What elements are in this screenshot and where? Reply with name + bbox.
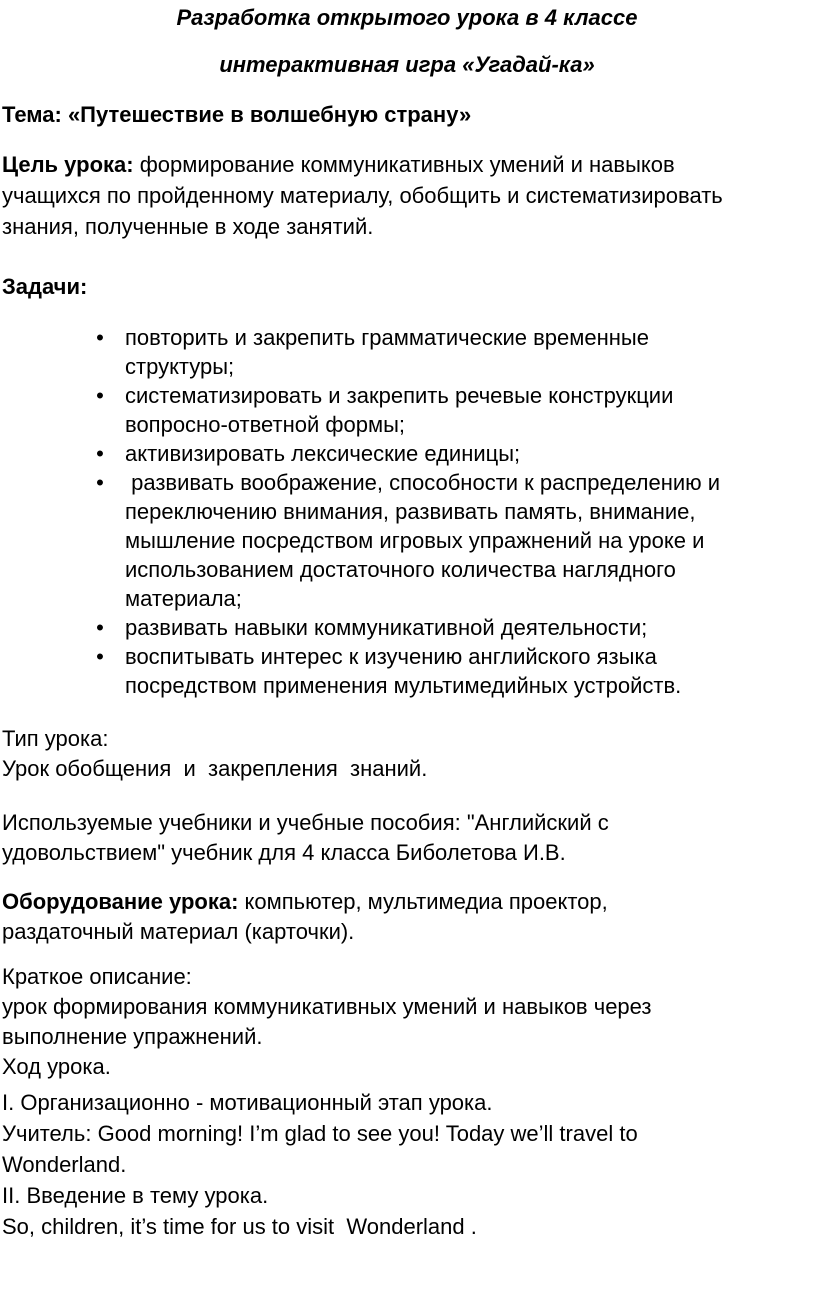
equipment-line-1: компьютер, мультимедиа проектор, [238,889,608,914]
bullet-icon: • [96,383,104,408]
doc-title: Разработка открытого урока в 4 классе [176,5,638,30]
bullet-icon: • [96,441,104,466]
list-item: • воспитывать интерес к изучению английского языка посредством применения мультимедийных устройств. [0,642,800,700]
equipment [2,887,812,947]
goal-line-1: формирование коммуникативных умений и навыков [133,152,675,177]
lesson-theme: Тема: «Путешествие в волшебную страну» [2,102,472,127]
bullet-icon: • [96,615,104,640]
stage-1: I. Организационно - мотивационный этап урока. [2,1090,493,1115]
goal-label: Цель урока: [2,152,134,177]
textbooks-line-1: Используемые учебники и учебные пособия: "Английский с [2,810,609,835]
lesson-goal [2,149,812,242]
final-line: So, children, it’s time for us to visit Wonderland . [2,1214,477,1239]
bullet-icon: • [96,644,104,669]
equipment-line-2: раздаточный материал (карточки). [2,919,355,944]
course-label: Ход урока. [2,1054,111,1079]
lesson-type [2,724,812,784]
goal-line-3: знания, полученные в ходе занятий. [2,214,374,239]
teacher-line-2: Wonderland. [2,1152,127,1177]
goal-line-2: учащихся по пройденному материалу, обобщить и систематизировать [2,183,723,208]
teacher-line-1: Учитель: Good morning! I’m glad to see you! Today we’ll travel to [2,1121,638,1146]
list-item: • активизировать лексические единицы; [0,439,800,468]
course-section [2,1087,812,1242]
textbooks [2,808,812,868]
tasks-label: Задачи: [2,274,88,299]
description-line-2: выполнение упражнений. [2,1024,263,1049]
tasks-list [0,323,800,700]
stage-2: II. Введение в тему урока. [2,1183,269,1208]
list-item: • систематизировать и закрепить речевые конструкции вопросно-ответной формы; [0,381,800,439]
bullet-icon: • [96,470,104,495]
list-item: • повторить и закрепить грамматические временные структуры; [0,323,800,381]
bullet-icon: • [96,325,104,350]
description [2,962,812,1082]
list-item: • развивать навыки коммуникативной деятельности; [0,613,800,642]
doc-subtitle: интерактивная игра «Угадай-ка» [219,52,595,77]
equipment-label: Оборудование урока: [2,889,239,914]
textbooks-line-2: удовольствием" учебник для 4 класса Биболетова И.В. [2,840,566,865]
lesson-type-label: Тип урока: [2,726,109,751]
lesson-type-value: Урок обобщения и закрепления знаний. [2,756,428,781]
list-item: • развивать воображение, способности к распределению и переключению внимания, развивать память, внимание, мышление посредством игровых упражнений на уроке и использованием достаточного количества наглядного материала; [0,468,800,613]
description-line-1: урок формирования коммуникативных умений и навыков через [2,994,652,1019]
description-label: Краткое описание: [2,964,192,989]
